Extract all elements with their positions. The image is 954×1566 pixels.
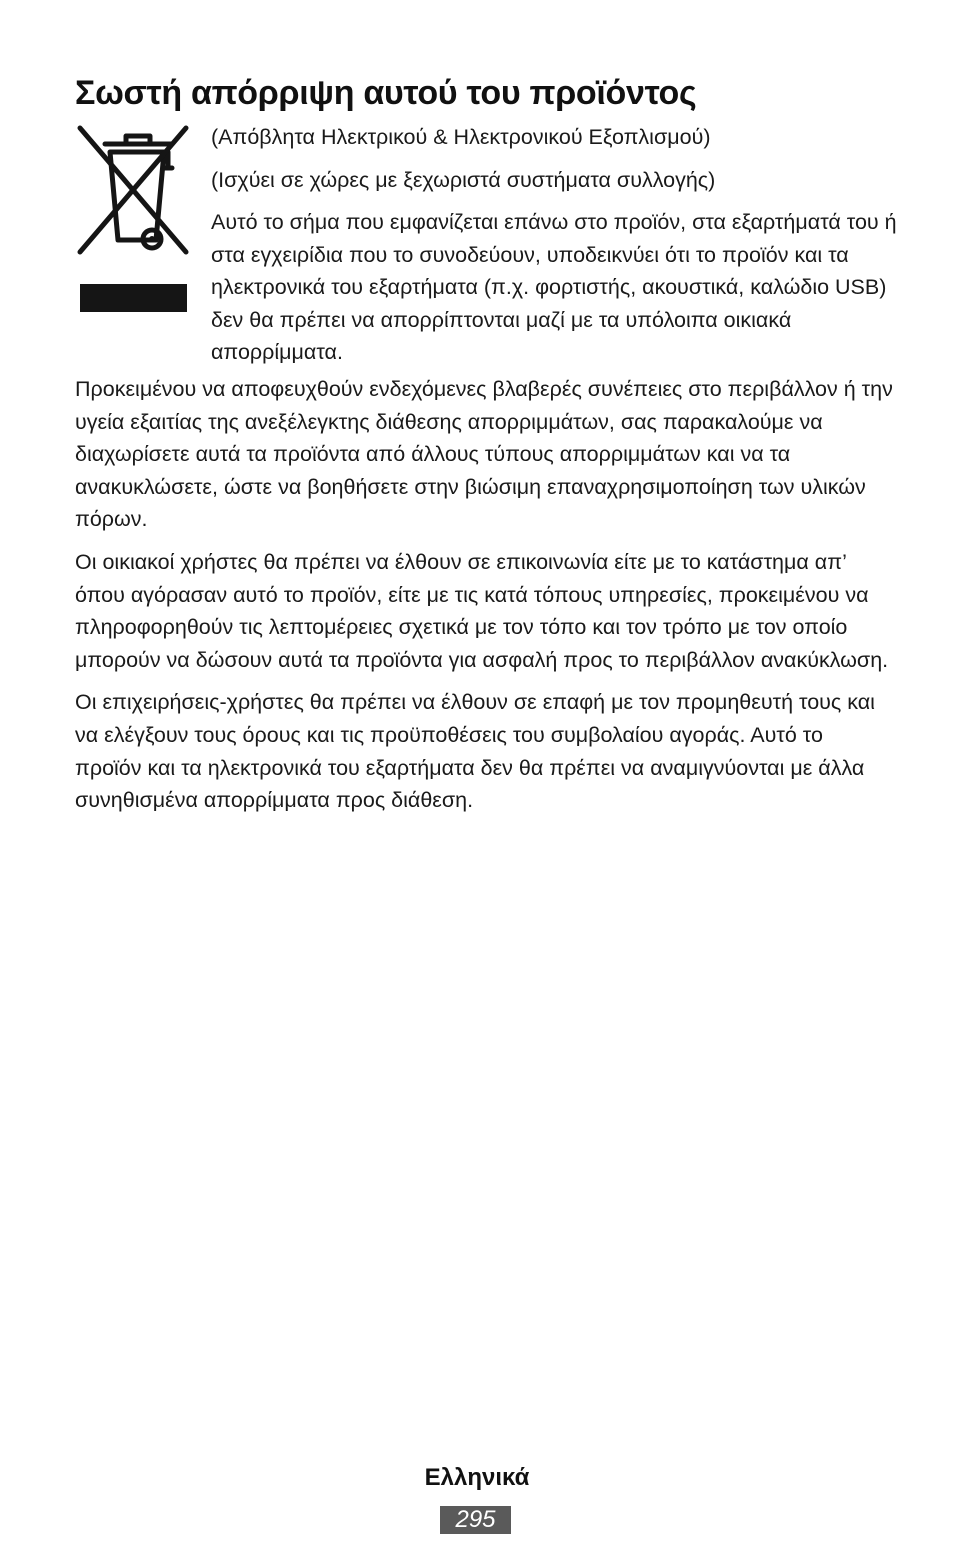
paragraph-household-users: Οι οικιακοί χρήστες θα πρέπει να έλθουν σε επικοινωνία είτε με το κατάστημα απ’ όπου αγόρασαν αυτό το προϊόν, είτε με τις κατά τόπους υπηρεσίες, προκειμένου να πληροφορηθούν τις λεπτομέρειες σχετικά με τον τόπο και τον τρόπο με τον οποίο μπορούν να δώσουν αυτά τα προϊόντα για ασφαλή προς το περιβάλλον ανακύκλωση. bbox=[75, 549, 889, 672]
page-number: 295 bbox=[440, 1506, 511, 1534]
paragraph-environment: Προκειμένου να αποφευχθούν ενδεχόμενες βλαβερές συνέπειες στο περιβάλλον ή την υγεία εξαιτίας της ανεξέλεγκτης διάθεσης απορριμμάτων, σας παρακαλούμε να διαχωρίσετε αυτά τα προϊόντα από άλλους τύπους απορριμμάτων και να τα ανακυκλώσετε, ώστε να βοηθήσετε στην βιώσιμη επαναχρησιμοποίηση των υλικών πόρων. bbox=[75, 377, 893, 532]
weee-category: (Απόβλητα Ηλεκτρικού & Ηλεκτρονικού Εξοπλισμού) bbox=[211, 125, 711, 149]
footer-language: Ελληνικά bbox=[424, 1464, 530, 1491]
weee-symbol bbox=[72, 120, 194, 260]
weee-intro bbox=[211, 121, 901, 379]
weee-applicability: (Ισχύει σε χώρες με ξεχωριστά συστήματα συλλογής) bbox=[211, 167, 716, 192]
page-title: Σωστή απόρριψη αυτού του προϊόντος bbox=[75, 74, 697, 112]
weee-date-bar bbox=[80, 284, 187, 312]
weee-crossed-out-bin-icon bbox=[72, 120, 194, 260]
disposal-instructions bbox=[75, 373, 895, 827]
weee-description: Αυτό το σήμα που εμφανίζεται επάνω στο προϊόν, στα εξαρτήματά του ή στα εγχειρίδια που το συνοδεύουν, υποδεικνύει ότι το προϊόν και τα ηλεκτρονικά του εξαρτήματα (π.χ. φορτιστής, ακουστικά, καλώδιο USB) δεν θα πρέπει να απορρίπτονται μαζί με τα υπόλοιπα οικιακά απορρίμματα. bbox=[211, 210, 897, 364]
paragraph-business-users: Οι επιχειρήσεις-χρήστες θα πρέπει να έλθουν σε επαφή με τον προμηθευτή τους και να ελέγξουν τους όρους και τις προϋποθέσεις του συμβολαίου αγοράς. Αυτό το προϊόν και τα ηλεκτρονικά του εξαρτήματα δεν θα πρέπει να αναμιγνύονται με άλλα συνηθισμένα απορρίμματα προς διάθεση. bbox=[75, 690, 875, 813]
